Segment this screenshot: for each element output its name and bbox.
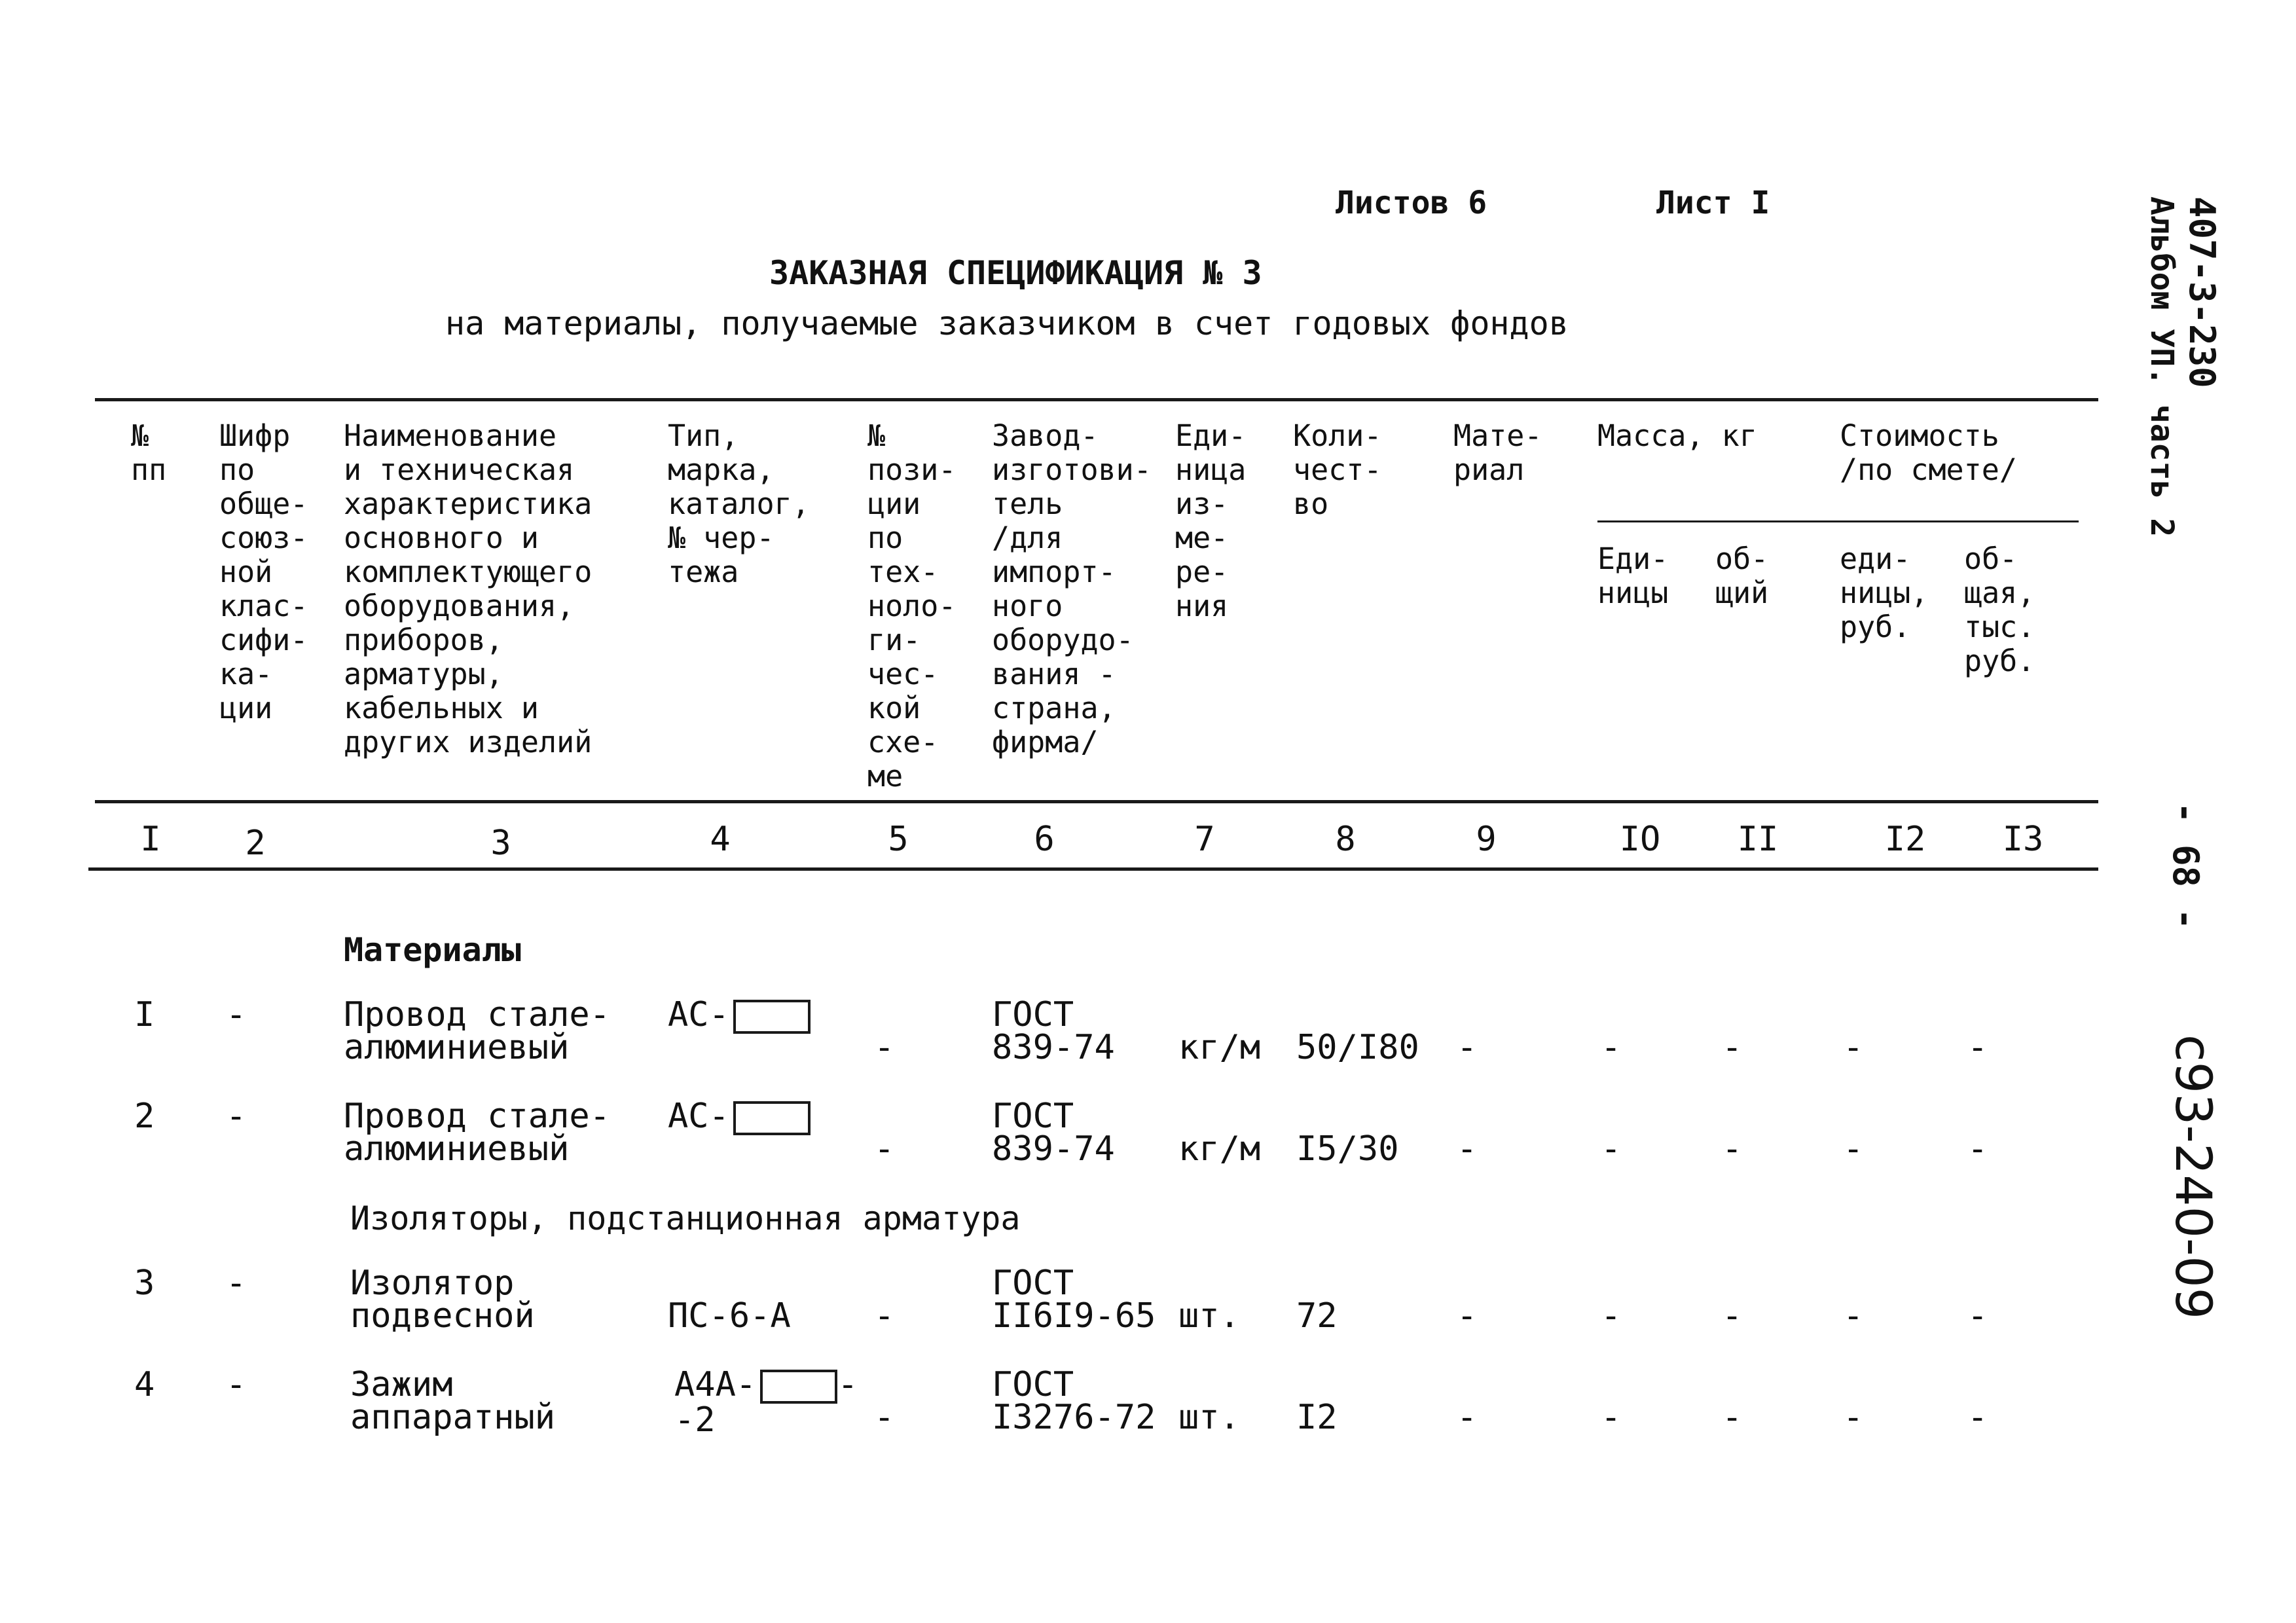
column-number: 6: [1034, 820, 1055, 859]
row-cost-total: -: [1967, 1129, 1988, 1169]
row-maker: ГОСТ II6I9-65: [992, 1264, 1156, 1336]
sheet-number: Лист I: [1656, 185, 1770, 221]
row-type: [668, 1097, 811, 1136]
column-number: 2: [245, 824, 266, 863]
row-type: [668, 995, 811, 1034]
column-number: I3: [2002, 820, 2044, 859]
row-mass-total: -: [1722, 1296, 1743, 1336]
row-code: -: [226, 1097, 247, 1136]
row-material: -: [1457, 1296, 1478, 1336]
row-number: I: [134, 995, 155, 1034]
row-quantity: 50/I80: [1296, 1028, 1419, 1067]
spec-subtitle: на материалы, получаемые заказчиком в счет годовых фондов: [445, 304, 1569, 342]
row-mass-unit: -: [1601, 1296, 1622, 1336]
row-quantity: 72: [1296, 1296, 1338, 1336]
row-mass-unit: -: [1601, 1028, 1622, 1067]
header-unit: Еди- ница из- ме- ре- ния: [1175, 418, 1247, 623]
row-unit: кг/м: [1178, 1028, 1261, 1067]
row-mass-unit: -: [1601, 1398, 1622, 1437]
column-number: 3: [490, 824, 511, 863]
row-material: -: [1457, 1398, 1478, 1437]
row-quantity: I2: [1296, 1398, 1338, 1437]
sheets-total: Листов 6: [1336, 185, 1487, 221]
blank-field-box: [760, 1370, 837, 1404]
column-number: 7: [1194, 820, 1215, 859]
section-insulators: Изоляторы, подстанционная арматура: [350, 1199, 1021, 1237]
row-mass-total: -: [1722, 1028, 1743, 1067]
row-type: ПС-6-А: [668, 1296, 791, 1336]
header-cost-unit: еди- ницы, руб.: [1840, 541, 1929, 644]
row-cost-total: -: [1967, 1296, 1988, 1336]
row-mass-unit: -: [1601, 1129, 1622, 1169]
header-type: Тип, марка, каталог, № чер- тежа: [668, 418, 810, 589]
row-code: -: [226, 995, 247, 1034]
row-code: -: [226, 1264, 247, 1303]
blank-field-box: [733, 1000, 811, 1034]
spec-title: ЗАКАЗНАЯ СПЕЦИФИКАЦИЯ № 3: [769, 254, 1262, 292]
row-maker: ГОСТ I3276-72: [992, 1365, 1156, 1437]
row-material: -: [1457, 1028, 1478, 1067]
header-number: № пп: [131, 418, 167, 487]
row-maker: ГОСТ 839-74: [992, 995, 1115, 1067]
column-number: 5: [888, 820, 909, 859]
row-cost-unit: -: [1843, 1296, 1864, 1336]
page-number: - 68 -: [2165, 802, 2206, 930]
header-cost-total: об- щая, тыс. руб.: [1964, 541, 2035, 678]
header-mass: Масса, кг: [1597, 418, 1757, 453]
row-mass-total: -: [1722, 1398, 1743, 1437]
column-numbers-rule: [88, 867, 2098, 871]
header-quantity: Коли- чест- во: [1293, 418, 1382, 521]
row-cost-total: -: [1967, 1398, 1988, 1437]
column-number: 8: [1335, 820, 1356, 859]
header-name: Наименование и техническая характеристика основного и комплектующего оборудования, приборов, арматуры, кабельных и других изделий: [344, 418, 592, 759]
row-position: -: [874, 1129, 895, 1169]
header-cost: Стоимость /по смете/: [1840, 418, 2017, 487]
row-type: [674, 1365, 858, 1440]
row-cost-unit: -: [1843, 1129, 1864, 1169]
row-quantity: I5/30: [1296, 1129, 1399, 1169]
row-code: -: [226, 1365, 247, 1404]
column-number: 4: [710, 820, 731, 859]
column-number: I2: [1884, 820, 1926, 859]
row-number: 4: [134, 1365, 155, 1404]
row-maker: ГОСТ 839-74: [992, 1097, 1115, 1169]
header-bottom-rule: [95, 800, 2098, 803]
header-position: № пози- ции по тех- ноло- ги- чес- кой схе- ме: [867, 418, 957, 793]
table-top-rule: [95, 398, 2098, 401]
header-material: Мате- риал: [1453, 418, 1542, 487]
column-number: IO: [1619, 820, 1661, 859]
row-type-label: А4А-: [674, 1365, 757, 1404]
row-name: Провод стале- алюминиевый: [344, 1097, 610, 1169]
row-unit: шт.: [1178, 1398, 1240, 1437]
album-part: Альбом УП. часть 2: [2143, 196, 2180, 538]
row-name: Провод стале- алюминиевый: [344, 995, 610, 1067]
row-unit: кг/м: [1178, 1129, 1261, 1169]
row-cost-unit: -: [1843, 1028, 1864, 1067]
blank-field-box: [733, 1101, 811, 1135]
mass-cost-rule: [1597, 520, 2079, 522]
row-type-label: АС-: [668, 1097, 729, 1136]
handwritten-code: с93-240-09: [2164, 1034, 2223, 1320]
row-name: Изолятор подвесной: [350, 1264, 535, 1336]
row-unit: шт.: [1178, 1296, 1240, 1336]
section-materials: Материалы: [344, 931, 521, 969]
row-number: 2: [134, 1097, 155, 1136]
column-number: 9: [1476, 820, 1497, 859]
header-code: Шифр по обще- союз- ной клас- сифи- ка- ции: [219, 418, 308, 725]
header-mass-total: об- щий: [1715, 541, 1769, 610]
header-manufacturer: Завод- изготови- тель /для импорт- ного оборудо- вания - страна, фирма/: [992, 418, 1152, 759]
column-number: II: [1737, 820, 1779, 859]
row-number: 3: [134, 1264, 155, 1303]
row-cost-unit: -: [1843, 1398, 1864, 1437]
row-material: -: [1457, 1129, 1478, 1169]
header-mass-unit: Еди- ницы: [1597, 541, 1669, 610]
column-number: I: [140, 820, 161, 859]
row-cost-total: -: [1967, 1028, 1988, 1067]
row-position: -: [874, 1028, 895, 1067]
row-type-suffix: - -2: [674, 1365, 858, 1440]
row-name: Зажим аппаратный: [350, 1365, 556, 1437]
row-mass-total: -: [1722, 1129, 1743, 1169]
row-position: -: [874, 1296, 895, 1336]
row-type-label: АС-: [668, 995, 729, 1034]
row-position: -: [874, 1398, 895, 1437]
album-code: 407-3-230: [2181, 196, 2223, 388]
